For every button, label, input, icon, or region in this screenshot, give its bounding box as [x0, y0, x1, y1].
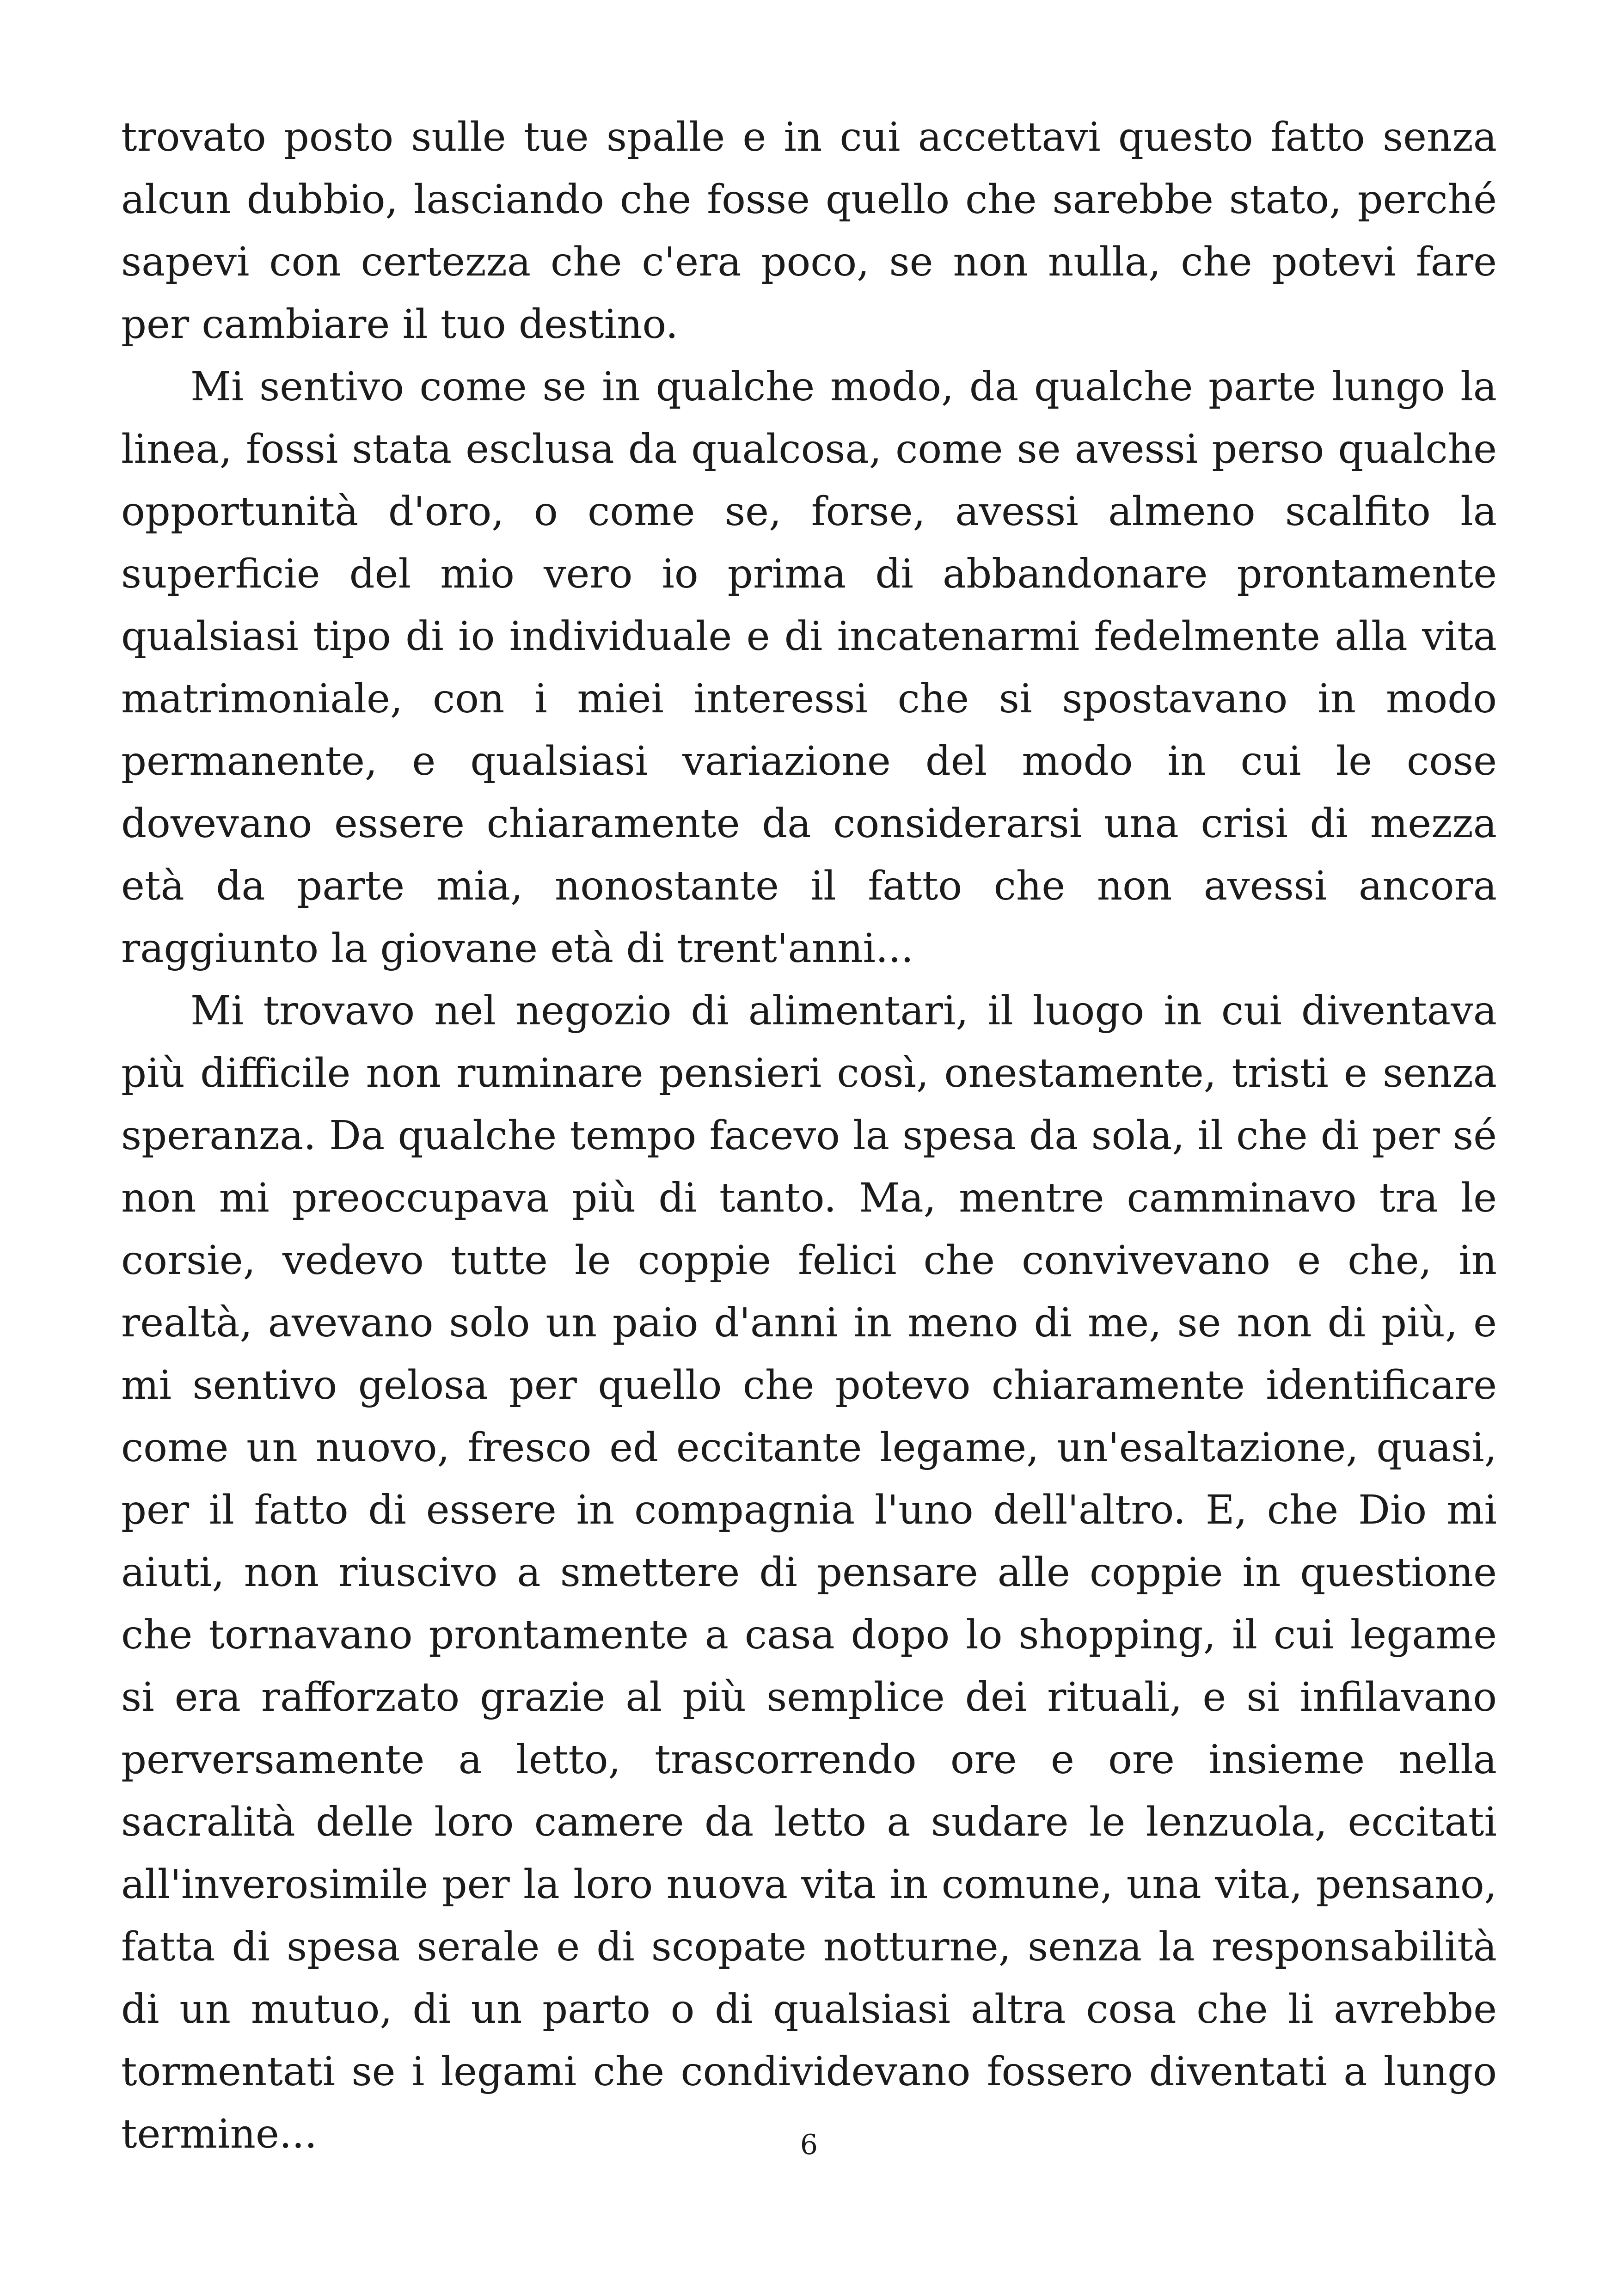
- page-number: 6: [800, 2129, 818, 2161]
- paragraph-feeling-excluded: Mi sentivo come se in qualche modo, da qualche parte lungo la linea, fossi stata esclusa da qualcosa, come se avessi perso qualche opportunità d'oro, o come se, forse, avessi almeno scalfito la superficie del mio vero io prima di abbandonare prontamente qualsiasi tipo di io individuale e di incatenarmi fedelmente alla vita matrimoniale, con i miei interessi che si spostavano in modo permanente, e qualsiasi variazione del modo in cui le cose dovevano essere chiaramente da considerarsi una crisi di mezza età da parte mia, nonostante il fatto che non avessi ancora raggiunto la giovane età di trent'anni...: [121, 364, 1497, 972]
- paragraph-grocery-store: Mi trovavo nel negozio di alimentari, il luogo in cui diventava più difficile non ruminare pensieri così, onestamente, tristi e senza speranza. Da qualche tempo facevo la spesa da sola, il che di per sé non mi preoccupava più di tanto. Ma, mentre camminavo tra le corsie, vedevo tutte le coppie felici che convivevano e che, in realtà, avevano solo un paio d'anni in meno di me, se non di più, e mi sentivo gelosa per quello che potevo chiaramente identificare come un nuovo, fresco ed eccitante legame, un'esaltazione, quasi, per il fatto di essere in compagnia l'uno dell'altro. E, che Dio mi aiuti, non riuscivo a smettere di pensare alle coppie in questione che tornavano prontamente a casa dopo lo shopping, il cui legame si era rafforzato grazie al più semplice dei rituali, e si infilavano perversamente a letto, trascorrendo ore e ore insieme nella sacralità delle loro camere da letto a sudare le lenzuola, eccitati all'inverosimile per la loro nuova vita in comune, una vita, pensano, fatta di spesa serale e di scopate notturne, senza la responsabilità di un mutuo, di un parto o di qualsiasi altra cosa che li avrebbe tormentati se i legami che condividevano fossero diventati a lungo termine...: [121, 988, 1497, 2157]
- body-text: [121, 106, 1497, 2166]
- paragraph-continuation: trovato posto sulle tue spalle e in cui accettavi questo fatto senza alcun dubbio, lasciando che fosse quello che sarebbe stato, perché sapevi con certezza che c'era poco, se non nulla, che potevi fare per cambiare il tuo destino.: [121, 114, 1497, 348]
